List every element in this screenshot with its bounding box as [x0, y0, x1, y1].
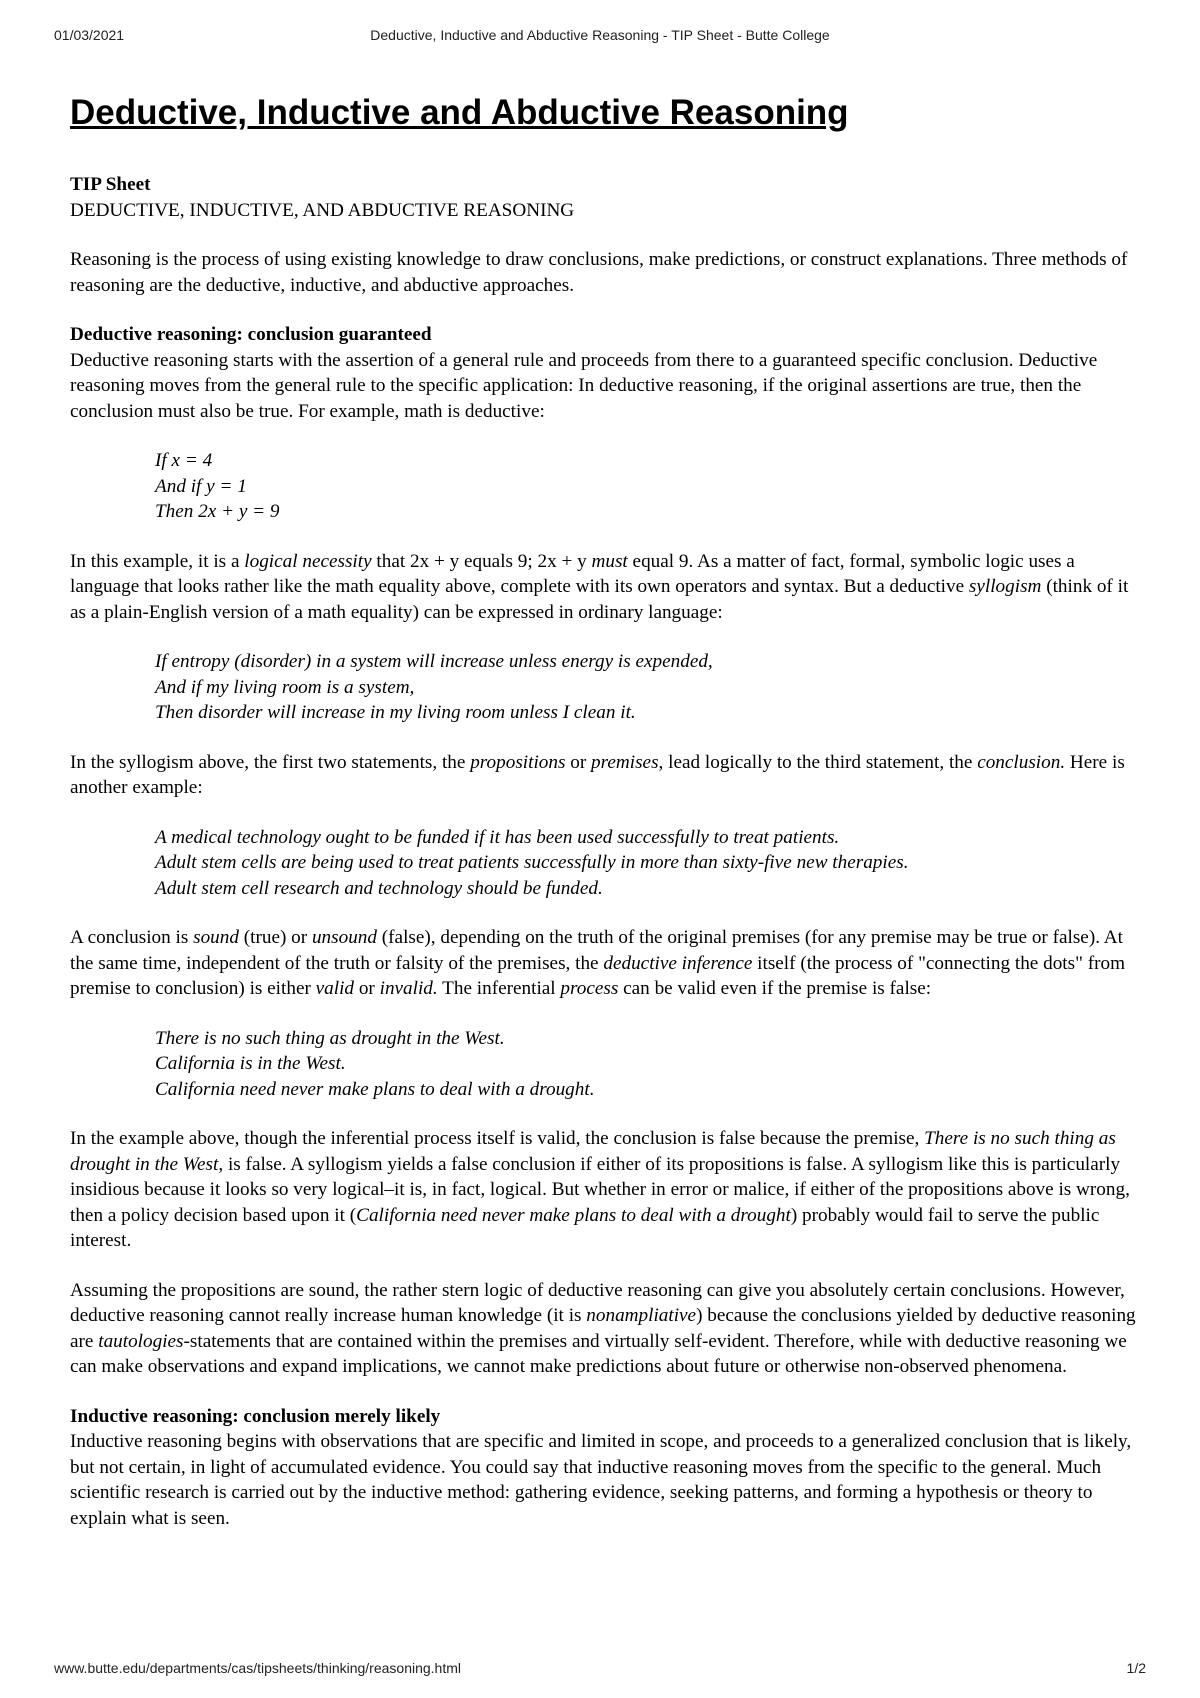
- syllogism-line: Adult stem cells are being used to treat patients successfully in more than sixty-five new therapies.: [155, 852, 909, 873]
- deductive-paragraph-4: A conclusion is sound (true) or unsound (false), depending on the truth of the original premises (for any premise may be true or false). At the same time, independent of the truth or falsity of the premises, the deductive inference itself (the process of "connecting the dots" from premise to conclusion) is either valid or invalid. The inferential process can be valid even if the premise is false:: [70, 927, 1126, 999]
- deductive-paragraph-5: In the example above, though the inferential process itself is valid, the conclusion is false because the premise, There is no such thing as drought in the West, is false. A syllogism yields a false conclusion if either of its propositions is false. A syllogism like this is particularly insidious because it looks so very logical–it is, in fact, logical. But whether in error or malice, if either of the propositions above is wrong, then a policy decision based upon it (California need never make plans to deal with a drought) probably would fail to serve the public interest.: [70, 1128, 1130, 1251]
- inductive-heading: Inductive reasoning: conclusion merely likely: [70, 1405, 441, 1427]
- tip-label: TIP Sheet: [70, 174, 151, 195]
- syllogism-line: And if my living room is a system,: [155, 676, 415, 698]
- syllogism-drought: [155, 1026, 1140, 1103]
- intro-paragraph: Reasoning is the process of using existing knowledge to draw conclusions, make predictions, or construct explanations. Three methods of reasoning are the deductive, inductive, and abductive approaches.: [70, 249, 1128, 296]
- math-line: Then 2x + y = 9: [155, 501, 280, 522]
- page-title: Deductive, Inductive and Abductive Reasoning: [70, 93, 849, 132]
- syllogism-stem-cells: [155, 825, 1140, 902]
- syllogism-line: California need never make plans to deal with a drought.: [155, 1078, 595, 1100]
- page-number: 1/2: [1126, 1660, 1146, 1676]
- syllogism-line: California is in the West.: [155, 1053, 346, 1074]
- inductive-paragraph-1: Inductive reasoning begins with observations that are specific and limited in scope, and proceeds to a generalized conclusion that is likely, but not certain, in light of accumulated evidence. You could say that inductive reasoning moves from the specific to the general. Much scientific research is carried out by the inductive method: gathering evidence, seeking patterns, and forming a hypothesis or theory to explain what is seen.: [70, 1431, 1132, 1529]
- syllogism-line: Then disorder will increase in my living room unless I clean it.: [155, 702, 636, 723]
- print-doc-title: Deductive, Inductive and Abductive Reasoning - TIP Sheet - Butte College: [370, 27, 830, 43]
- syllogism-line: Adult stem cell research and technology should be funded.: [155, 877, 603, 899]
- print-url: www.butte.edu/departments/cas/tipsheets/thinking/reasoning.html: [54, 1660, 462, 1676]
- deductive-paragraph-1: Deductive reasoning starts with the assertion of a general rule and proceeds from there to a guaranteed specific conclusion. Deductive reasoning moves from the general rule to the specific application: In deductive reasoning, if the original assertions are true, then the conclusion must also be true. For example, math is deductive:: [70, 349, 1098, 422]
- print-date: 01/03/2021: [54, 27, 125, 43]
- deductive-paragraph-6: Assuming the propositions are sound, the rather stern logic of deductive reasoning can give you absolutely certain conclusions. However, deductive reasoning cannot really increase human knowledge (it is nonampliative) because the conclusions yielded by deductive reasoning are tautologies-statements that are contained within the premises and virtually self-evident. Therefore, while with deductive reasoning we can make observations and expand implications, we cannot make predictions about future or otherwise non-observed phenomena.: [70, 1279, 1136, 1377]
- deductive-heading: Deductive reasoning: conclusion guaranteed: [70, 324, 432, 345]
- syllogism-line: There is no such thing as drought in the West.: [155, 1027, 505, 1049]
- deductive-paragraph-3: In the syllogism above, the first two statements, the propositions or premises, lead logically to the third statement, the conclusion. Here is another example:: [70, 751, 1125, 798]
- document-body: [70, 92, 1140, 1555]
- syllogism-entropy: [155, 649, 1140, 726]
- math-line: And if y = 1: [155, 475, 247, 497]
- syllogism-line: If entropy (disorder) in a system will increase unless energy is expended,: [155, 651, 713, 672]
- math-example: [155, 448, 1140, 525]
- tip-subtitle: DEDUCTIVE, INDUCTIVE, AND ABDUCTIVE REASONING: [70, 199, 575, 221]
- deductive-paragraph-2: In this example, it is a logical necessity that 2x + y equals 9; 2x + y must equal 9. As a matter of fact, formal, symbolic logic uses a language that looks rather like the math equality above, complete with its own operators and syntax. But a deductive syllogism (think of it as a plain-English version of a math equality) can be expressed in ordinary language:: [70, 550, 1129, 623]
- math-line: If x = 4: [155, 450, 213, 471]
- syllogism-line: A medical technology ought to be funded if it has been used successfully to treat patients.: [155, 826, 840, 848]
